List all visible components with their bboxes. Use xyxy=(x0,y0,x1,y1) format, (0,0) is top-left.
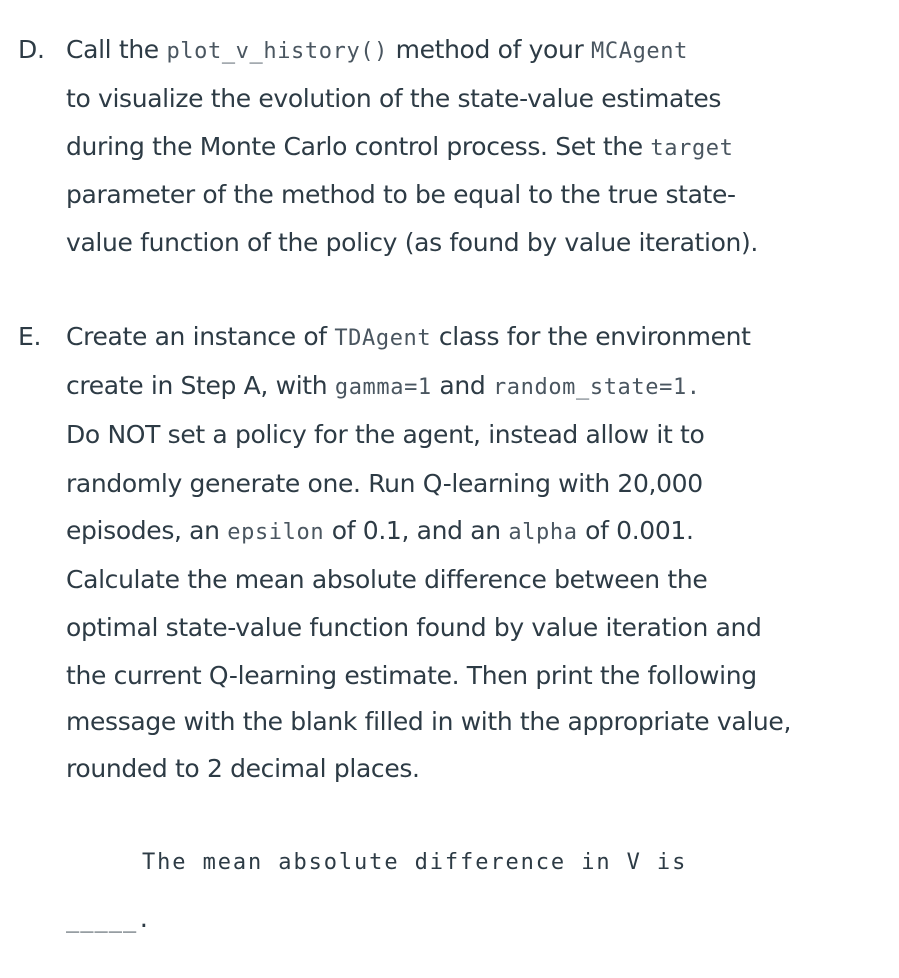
text-run: Calculate the mean absolute difference between the xyxy=(66,565,708,594)
text-run: during the Monte Carlo control process. Set the xyxy=(66,132,651,161)
list-marker: E. xyxy=(18,322,42,351)
text-line xyxy=(66,756,420,781)
text-run: episodes, an xyxy=(66,516,228,545)
inline-code: random_state=1. xyxy=(492,375,701,400)
text-line xyxy=(66,709,791,734)
text-run: of 0.001. xyxy=(577,516,694,545)
text-run: value function of the policy (as found by value iteration). xyxy=(66,228,759,257)
text-run: class for the environment xyxy=(431,322,751,351)
text-run: to visualize the evolution of the state-value estimates xyxy=(66,84,722,113)
text-run: Do NOT set a policy for the agent, instead allow it to xyxy=(66,420,705,449)
output-blank: _____. xyxy=(66,908,152,933)
inline-code: plot_v_history() xyxy=(166,39,388,64)
text-line xyxy=(66,615,762,640)
text-line xyxy=(66,230,758,255)
inline-code: epsilon xyxy=(227,520,325,545)
text-run: rounded to 2 decimal places. xyxy=(66,754,420,783)
text-line xyxy=(66,373,701,400)
text-run: method of your xyxy=(387,35,592,64)
text-line xyxy=(66,422,704,447)
text-line xyxy=(66,37,688,64)
inline-code: gamma=1 xyxy=(334,375,432,400)
text-run: optimal state-value function found by value iteration and xyxy=(66,613,762,642)
text-run: Create an instance of xyxy=(66,322,335,351)
text-run: and xyxy=(431,371,493,400)
text-line xyxy=(66,86,721,111)
text-run: of 0.1, and an xyxy=(324,516,509,545)
inline-code: TDAgent xyxy=(334,326,432,351)
text-run: create in Step A, with xyxy=(66,371,335,400)
output-message: The mean absolute difference in V is xyxy=(142,850,688,875)
text-run: the current Q-learning estimate. Then print the following xyxy=(66,661,757,690)
text-line xyxy=(66,567,707,592)
text-run: randomly generate one. Run Q-learning with 20,000 xyxy=(66,469,703,498)
text-line xyxy=(66,663,757,688)
text-line xyxy=(66,182,736,207)
text-line xyxy=(66,471,703,496)
text-line xyxy=(66,518,694,545)
inline-code: alpha xyxy=(508,520,578,545)
inline-code: MCAgent xyxy=(591,39,688,64)
text-run: parameter of the method to be equal to the true state- xyxy=(66,180,736,209)
text-run: message with the blank filled in with the appropriate value, xyxy=(66,707,792,736)
text-line xyxy=(66,324,751,351)
list-marker: D. xyxy=(18,35,45,64)
text-run: Call the xyxy=(66,35,167,64)
text-line xyxy=(66,134,733,161)
inline-code: target xyxy=(650,136,734,161)
